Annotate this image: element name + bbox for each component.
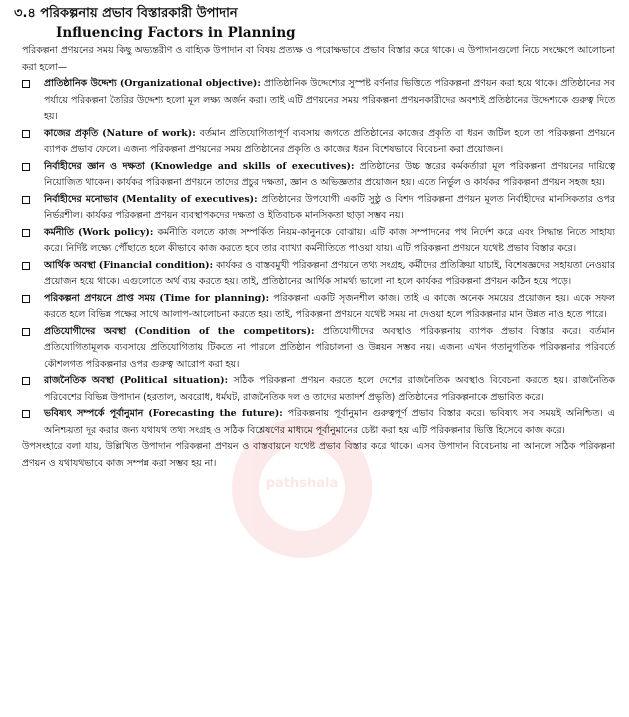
list-item: [0, 126, 629, 159]
item-english-heading: (Financial condition):: [98, 259, 214, 271]
checkbox-bullet-icon: [22, 196, 30, 204]
list-item: [0, 159, 629, 192]
list-item: [0, 225, 629, 258]
item-heading: আর্থিক অবস্থা: [44, 259, 96, 271]
section-english-title: Influencing Factors in Planning: [56, 25, 296, 41]
checkbox-bullet-icon: [22, 229, 30, 237]
conclusion-paragraph: উপসংহারে বলা যায়, উল্লিখিত উপাদান পরিকল্পনা প্রণয়ন ও বাস্তবায়নে যথেষ্ট প্রভাব বিস্তার করে থাকে। এসব উপাদান বিবেচনায় না আনলে সঠিক পরিকল্পনা প্রণয়ন ও যথাযথভাবে কাজ সম্পন্ন করা সম্ভব হয় না।: [22, 441, 615, 469]
list-item: [0, 192, 629, 225]
item-body: প্রতিষ্ঠানের উচ্চ স্তরের কর্মকর্তারা মূল পরিকল্পনা প্রণয়নের দায়িত্বে নিয়োজিত থাকেন। কার্যকর পরিকল্পনা প্রণয়নে তাদের প্রচুর দক্ষতা, জ্ঞান ও অভিজ্ঞতার প্রয়োজন হয়। এতে নির্ভুল ও কার্যকর পরিকল্পনা প্রণয়ন সহজ হয়।: [44, 160, 615, 188]
item-body: কর্মনীতি বলতে কাজ সম্পর্কিত নিয়ম-কানুনকে বোঝায়। এটি কাজ সম্পাদনের পথ নির্দেশ করে এবং সিদ্ধান্ত নিতে সাহায্য করে। নির্দিষ্ট লক্ষ্যে পৌঁছাতে হলে কীভাবে কাজ করতে হবে তার ব্যাখ্যা কর্মনীতিতে পাওয়া যায়। এটি পরিকল্পনা প্রণয়নে যথেষ্ট প্রভাব বিস্তার করে।: [44, 226, 615, 254]
list-item: [0, 76, 629, 126]
item-body: পরিকল্পনায় পূর্বানুমান গুরুত্বপূর্ণ প্রভাব বিস্তার করে। ভবিষ্যৎ সব সময়ই অনিশ্চিত। এ অনিশ্চয়তা দূর করার জন্য যথাযথ তথ্য সংগ্রহ ও সঠিক বিশ্লেষণের মাধ্যমে পূর্বানুমানের চেষ্টা করা হয় এটি পরিকল্পনার ভিত্তি হিসেবে কাজ করে।: [44, 408, 616, 436]
item-body: কার্যকর ও বাস্তবমুখী পরিকল্পনা প্রণয়নে তথ্য সংগ্রহ, কর্মীদের প্রতিক্রিয়া যাচাই, বিশেষজ্ঞদের সহায়তা নেওয়ার প্রয়োজন হয়ে থাকে। এগুলোতে অর্থ ব্যয় করতে হয়। তাই, প্রতিষ্ঠানের আর্থিক সামর্থ্য ভালো না হলে কার্যকর পরিকল্পনা প্রণয়ন কঠিন হয়ে পড়ে।: [44, 259, 615, 287]
item-heading: নির্বাহীদের মনোভাব: [44, 193, 118, 205]
checkbox-bullet-icon: [22, 130, 30, 138]
section-header: [0, 0, 629, 43]
item-english-heading: (Mentality of executives):: [121, 193, 258, 205]
checkbox-bullet-icon: [22, 377, 30, 385]
item-body: বর্তমান প্রতিযোগিতাপূর্ণ ব্যবসায় জগতে প্রতিষ্ঠানের কাজের প্রকৃতি বা ধরন জটিল হলে তা পরিকল্পনা প্রণয়নে ব্যাপক প্রভাব ফেলে। এজন্য পরিকল্পনা প্রণয়নের সময় প্রতিষ্ঠানের প্রকৃতি ও কাজের ধরন বিশেষভাবে বিবেচনা করা প্রয়োজন।: [44, 127, 615, 155]
item-english-heading: (Forecasting the future):: [148, 408, 283, 419]
item-heading: প্রতিযোগীদের অবস্থা: [44, 325, 127, 337]
checkbox-bullet-icon: [22, 295, 30, 303]
list-item: [0, 258, 629, 291]
item-heading: প্রাতিষ্ঠানিক উদ্দেশ্য: [44, 78, 117, 89]
item-heading: কর্মনীতি: [44, 226, 74, 238]
intro-paragraph: পরিকল্পনা প্রণয়নের সময় কিছু অভ্যন্তরীণ ও বাহ্যিক উপাদান বা বিষয় প্রত্যক্ষ ও পরোক্ষভাবে প্রভাব বিস্তার করে থাকে। এ উপাদানগুলো নিচে সংক্ষেপে আলোচনা করা হলো—: [22, 45, 615, 73]
item-body: প্রাতিষ্ঠানিক উদ্দেশ্যের সুস্পষ্ট বর্ণনার ভিত্তিতে পরিকল্পনা প্রণয়ন করা হয়ে থাকে। প্রতিষ্ঠানের সব পর্যায়ে পরিকল্পনা তৈরির উদ্দেশ্য হলো মূল লক্ষ্য অর্জন করা। তাই এটি প্রণয়নের সময় পরিকল্পনা প্রণয়নকারীদের অবশ্যই প্রতিষ্ঠানের উদ্দেশ্যকে গুরুত্ব দিতে হয়।: [44, 78, 615, 122]
list-item: [0, 373, 629, 406]
list-item: [0, 406, 629, 439]
item-english-heading: (Knowledge and skills of executives):: [149, 160, 355, 172]
checkbox-bullet-icon: [22, 163, 30, 171]
item-body: প্রতিযোগীদের অবস্থাও পরিকল্পনায় ব্যাপক প্রভাব বিস্তার করে। বর্তমান প্রতিযোগিতামূলক ব্যবসায়ে প্রতিযোগিতায় টিকতে না পারলে প্রতিষ্ঠান পরিচালনা ও উন্নয়ন সম্ভব নয়। এজন্য এখন গতানুগতিক পরিকল্পনার পরিবর্তে কৌশলগত পরিকল্পনার ওপর গুরুত্ব আরোপ করা হয়।: [44, 325, 615, 370]
item-heading: পরিকল্পনা প্রণয়নে প্রাপ্ত সময়: [44, 292, 156, 304]
watermark-text: pathshala: [265, 476, 339, 491]
item-body: প্রতিষ্ঠানের উপযোগী একটি সুষ্ঠু ও বিশদ পরিকল্পনা প্রণয়ন মূলত নির্বাহীদের মানসিকতার ওপর নির্ভরশীল। কার্যকর পরিকল্পনা প্রণয়ন ব্যবস্থাপকদের দক্ষতা ও ইতিবাচক মানসিকতা ছাড়া সম্ভব নয়।: [44, 193, 615, 221]
section-title: ৩.৪ পরিকল্পনায় প্রভাব বিস্তারকারী উপাদান: [14, 6, 238, 21]
item-english-heading: (Condition of the competitors):: [134, 325, 315, 337]
checkbox-bullet-icon: [22, 328, 30, 336]
list-item: [0, 291, 629, 324]
item-english-heading: (Political situation):: [119, 375, 229, 386]
factor-list: [0, 76, 629, 439]
item-english-heading: (Time for planning):: [159, 292, 270, 304]
item-body: সঠিক পরিকল্পনা প্রণয়ন করতে হলে দেশের রাজনৈতিক অবস্থাও বিবেচনা করতে হয়। রাজনৈতিক পরিবেশের বিভিন্ন উপাদান (হরতাল, অবরোধ, ধর্মঘট, রাজনৈতিক দল ও তাদের মতাদর্শ প্রভৃতি) প্রতিষ্ঠানের পরিকল্পনাকে প্রভাবিত করে।: [44, 375, 615, 403]
checkbox-bullet-icon: [22, 262, 30, 270]
item-heading: ভবিষ্যৎ সম্পর্কে পূর্বানুমান: [44, 408, 144, 419]
item-heading: রাজনৈতিক অবস্থা: [44, 375, 115, 386]
checkbox-bullet-icon: [22, 410, 30, 418]
item-heading: নির্বাহীদের জ্ঞান ও দক্ষতা: [44, 160, 145, 172]
list-item: [0, 324, 629, 374]
item-english-heading: (Work policy):: [77, 226, 154, 238]
item-english-heading: (Nature of work):: [102, 127, 196, 139]
item-heading: কাজের প্রকৃতি: [44, 127, 99, 139]
checkbox-bullet-icon: [22, 80, 30, 88]
item-body: পরিকল্পনা একটি সৃজনশীল কাজ। তাই এ কাজে অনেক সময়ের প্রয়োজন হয়। একে সফল করতে হলে বিভিন্ন পক্ষের সাথে আলাপ-আলোচনা করতে হয়। তাই, পরিকল্পনা প্রণয়নে যথেষ্ট সময় না দেওয়া হলে পরিকল্পনার মান উন্নত নাও হতে পারে।: [44, 292, 615, 320]
item-english-heading: (Organizational objective):: [119, 78, 261, 89]
